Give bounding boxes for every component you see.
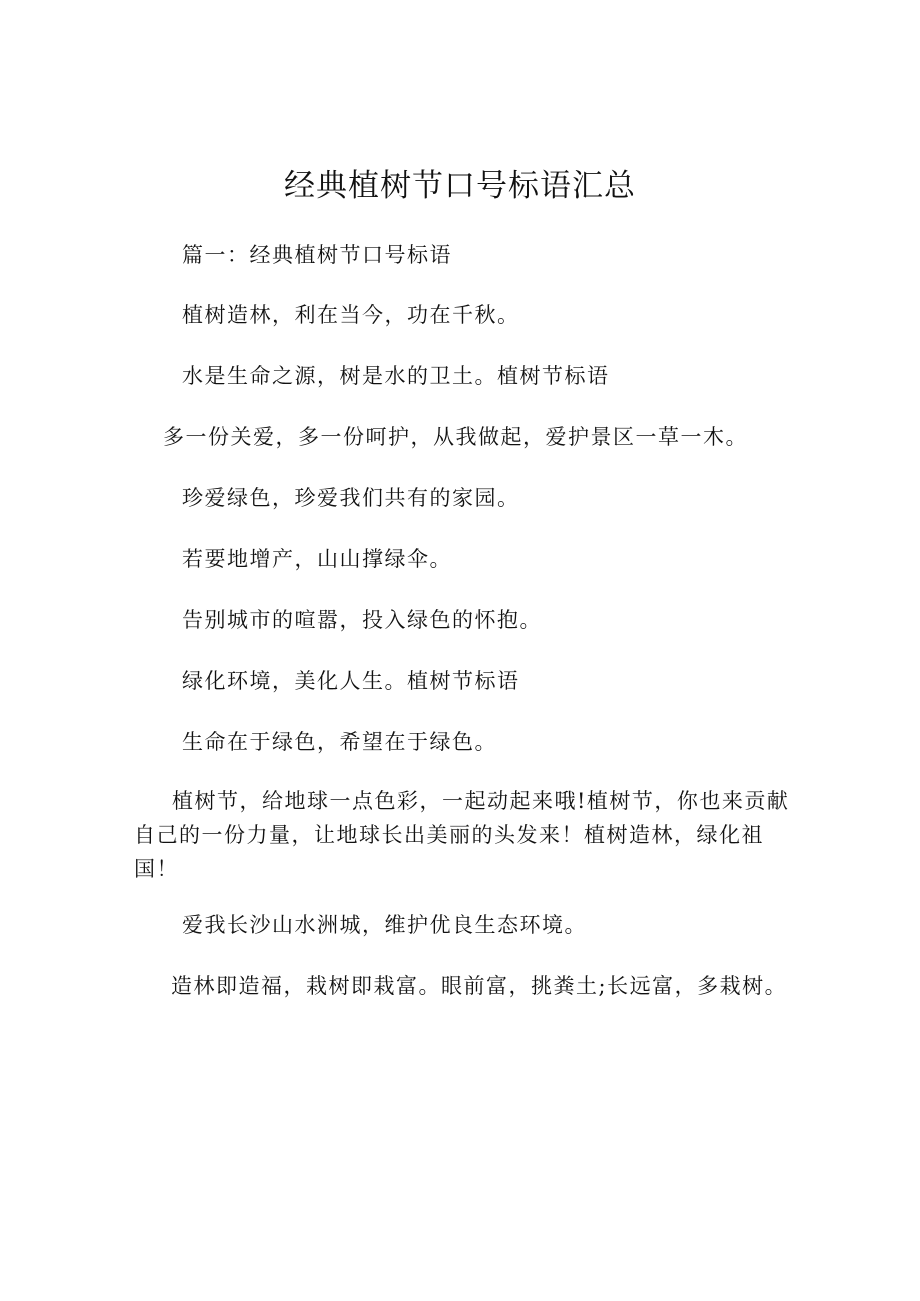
- slogan-line: 珍爱绿色，珍爱我们共有的家园。: [182, 486, 520, 510]
- slogan-line: 生命在于绿色，希望在于绿色。: [182, 730, 497, 754]
- closing-line: 造林即造福，栽树即栽富。眼前富，挑粪土;长远富，多栽树。: [171, 974, 788, 998]
- closing-line: 爱我长沙山水洲城，维护优良生态环境。: [182, 913, 587, 937]
- slogan-line: 告别城市的喧嚣，投入绿色的怀抱。: [182, 608, 542, 632]
- document-title: 经典植树节口号标语汇总: [284, 168, 636, 204]
- section-heading: 篇一：经典植树节口号标语: [182, 243, 452, 267]
- long-paragraph: 植树节，给地球一点色彩，一起动起来哦!植树节，你也来贡献自己的一份力量，让地球长出美丽的头发来！植树造林，绿化祖国！: [134, 789, 790, 881]
- slogan-line: 若要地增产，山山撑绿伞。: [182, 547, 452, 571]
- slogan-line: 植树造林，利在当今，功在千秋。: [182, 303, 520, 327]
- slogan-line: 多一份关爱，多一份呵护，从我做起，爱护景区一草一木。: [163, 425, 748, 449]
- slogan-line: 绿化环境，美化人生。植树节标语: [182, 669, 520, 693]
- slogan-line: 水是生命之源，树是水的卫土。植树节标语: [182, 364, 610, 388]
